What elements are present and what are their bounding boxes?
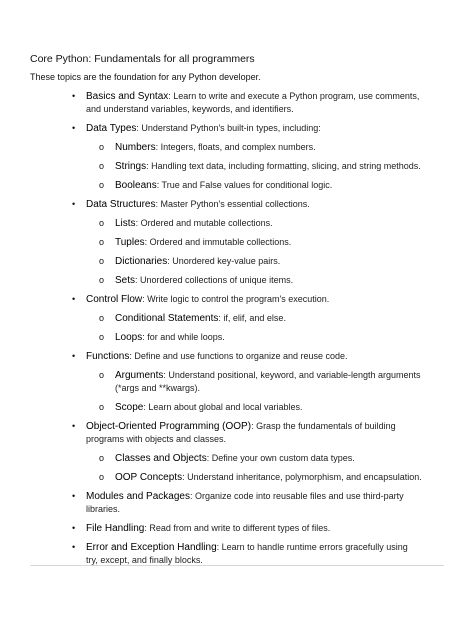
bullet-icon: • [72, 123, 76, 133]
topic-term: Object-Oriented Programming (OOP) [86, 421, 252, 432]
topic-item-oop [0, 420, 474, 446]
topic-item-data-types [0, 122, 474, 135]
topic-item-functions [0, 350, 474, 363]
subtopic-desc: : Handling text data, including formatting, slicing, and string methods. [146, 161, 421, 171]
subtopic-desc: : Ordered and mutable collections. [135, 218, 273, 228]
topic-desc: : Grasp the fundamentals of building programs with objects and classes. [86, 421, 396, 444]
subtopic-item-sets [0, 274, 474, 287]
subtopic-term: Tuples [115, 237, 145, 248]
subtopic-desc: : Integers, floats, and complex numbers. [155, 142, 316, 152]
subtopic-item-conditional-statements [0, 312, 474, 325]
subtopic-desc: : Define your own custom data types. [206, 453, 355, 463]
sub-bullet-icon: o [99, 472, 105, 482]
subtopic-item-loops [0, 331, 474, 344]
subtopic-item-strings [0, 160, 474, 173]
bullet-icon: • [72, 523, 76, 533]
subtopic-item-classes-and-objects [0, 452, 474, 465]
bullet-icon: • [72, 294, 76, 304]
sub-bullet-icon: o [99, 332, 105, 342]
sub-bullet-icon: o [99, 313, 105, 323]
topic-desc: : Understand Python's built-in types, including: [136, 123, 321, 133]
topic-list [0, 90, 474, 573]
sub-bullet-icon: o [99, 142, 105, 152]
subtopic-term: Dictionaries [115, 256, 168, 267]
subtopic-desc: : for and while loops. [142, 332, 225, 342]
sub-bullet-icon: o [99, 453, 105, 463]
subtopic-item-oop-concepts [0, 471, 474, 484]
subtopic-term: Lists [115, 218, 136, 229]
subtopic-desc: : Unordered key-value pairs. [167, 256, 281, 266]
sub-bullet-icon: o [99, 180, 105, 190]
subtopic-desc: : Understand positional, keyword, and variable-length arguments (*args and **kwargs). [115, 370, 421, 393]
topic-desc: : Learn to handle runtime errors gracefully using try, except, and finally blocks. [86, 542, 408, 565]
subtopic-item-scope [0, 401, 474, 414]
subtopic-item-tuples [0, 236, 474, 249]
sub-bullet-icon: o [99, 275, 105, 285]
topic-desc: : Read from and write to different types of files. [144, 523, 331, 533]
topic-term: Functions [86, 351, 130, 362]
subtopic-desc: : Unordered collections of unique items. [135, 275, 294, 285]
topic-desc: : Write logic to control the program's execution. [142, 294, 330, 304]
subtopic-desc: : Understand inheritance, polymorphism, and encapsulation. [182, 472, 422, 482]
topic-term: Error and Exception Handling [86, 542, 217, 553]
subtopic-term: Sets [115, 275, 136, 286]
bullet-icon: • [72, 91, 76, 101]
subtopic-desc: : if, elif, and else. [218, 313, 286, 323]
sub-bullet-icon: o [99, 370, 105, 380]
subtopic-desc: : Ordered and immutable collections. [144, 237, 292, 247]
bullet-icon: • [72, 421, 76, 431]
horizontal-divider [30, 565, 444, 566]
sub-bullet-icon: o [99, 256, 105, 266]
subtopic-term: Arguments [115, 370, 164, 381]
topic-desc: : Master Python's essential collections. [155, 199, 310, 209]
subtopic-term: Numbers [115, 142, 156, 153]
topic-term: Basics and Syntax [86, 91, 169, 102]
topic-item-control-flow [0, 293, 474, 306]
topic-term: File Handling [86, 523, 145, 534]
subtopic-item-arguments [0, 369, 474, 395]
topic-term: Data Structures [86, 199, 156, 210]
subtopic-term: Conditional Statements [115, 313, 219, 324]
bullet-icon: • [72, 351, 76, 361]
topic-term: Modules and Packages [86, 491, 190, 502]
subtopic-item-lists [0, 217, 474, 230]
subtopic-item-numbers [0, 141, 474, 154]
page-title: Core Python: Fundamentals for all programmers [30, 53, 255, 65]
bullet-icon: • [72, 542, 76, 552]
topic-desc: : Learn to write and execute a Python program, use comments, and understand variables, keywords, and identifiers. [86, 91, 420, 114]
sub-bullet-icon: o [99, 161, 105, 171]
topic-item-file-handling [0, 522, 474, 535]
topic-term: Control Flow [86, 294, 143, 305]
subtopic-item-booleans [0, 179, 474, 192]
subtopic-term: Strings [115, 161, 147, 172]
topic-item-basics [0, 90, 474, 116]
sub-bullet-icon: o [99, 218, 105, 228]
subtopic-desc: : True and False values for conditional logic. [156, 180, 333, 190]
intro-text: These topics are the foundation for any Python developer. [30, 72, 261, 82]
subtopic-term: Loops [115, 332, 143, 343]
topic-item-data-structures [0, 198, 474, 211]
topic-item-modules-and-packages [0, 490, 474, 516]
subtopic-item-dictionaries [0, 255, 474, 268]
bullet-icon: • [72, 199, 76, 209]
sub-bullet-icon: o [99, 237, 105, 247]
subtopic-term: Booleans [115, 180, 157, 191]
subtopic-term: Scope [115, 402, 144, 413]
subtopic-term: Classes and Objects [115, 453, 207, 464]
sub-bullet-icon: o [99, 402, 105, 412]
bullet-icon: • [72, 491, 76, 501]
subtopic-term: OOP Concepts [115, 472, 183, 483]
topic-term: Data Types [86, 123, 137, 134]
topic-desc: : Organize code into reusable files and use third-party libraries. [86, 491, 404, 514]
subtopic-desc: : Learn about global and local variables. [143, 402, 303, 412]
topic-item-error-handling [0, 541, 474, 567]
topic-desc: : Define and use functions to organize and reuse code. [129, 351, 348, 361]
